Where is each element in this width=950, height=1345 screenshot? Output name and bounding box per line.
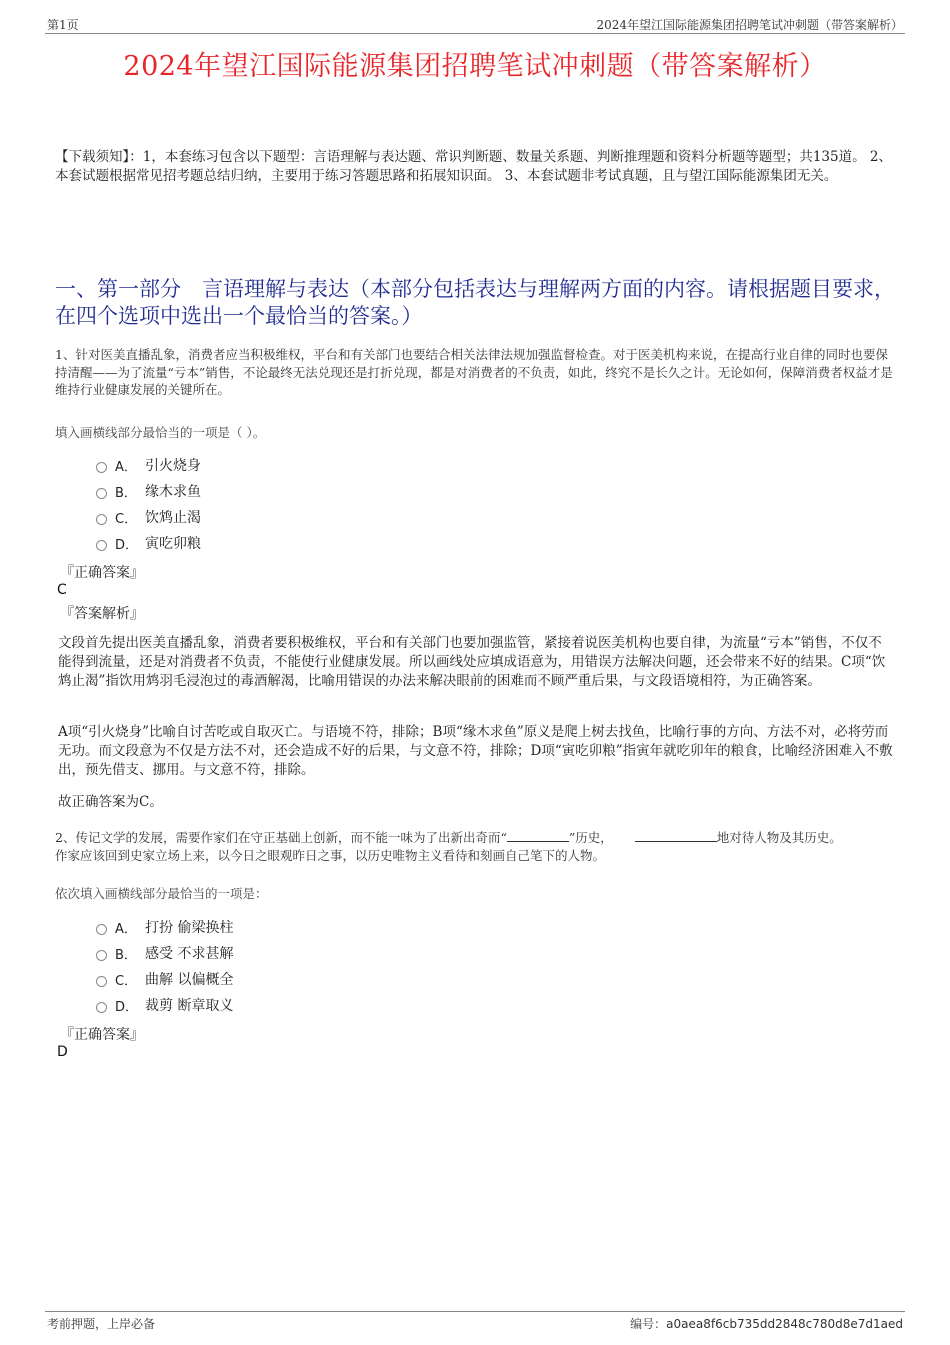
radio-icon[interactable] [96,1002,107,1013]
option-letter: D． [115,999,139,1015]
question-2-prompt: 依次填入画横线部分最恰当的一项是： [55,886,268,901]
question-1-option-d[interactable] [96,532,201,554]
question-2-answer: D [57,1044,68,1060]
radio-icon[interactable] [96,540,107,551]
question-1-analysis-paragraph-2: A项“引火烧身”比喻自讨苦吃或自取灭亡。与语境不符，排除；B项“缘木求鱼”原义是爬上树去找鱼，比喻行事的方向、方法不对，必将劳而无功。而文段意为不仅是方法不对，还会造成不好的后果，与文意不符，排除；D项“寅吃卯粮”指寅年就吃卯年的粮食，比喻经济困难入不敷出，预先借支、挪用。与文意不符，排除。 [58,724,893,778]
option-text: 裁剪 断章取义 [145,998,234,1014]
question-2-option-c[interactable] [96,968,233,990]
option-letter: B． [115,947,137,963]
option-letter: B． [115,485,137,501]
header-doc-title: 2024年望江国际能源集团招聘笔试冲刺题（带答案解析） [596,18,903,32]
question-2-stem-part-3: 地对待人物及其历史。 [716,830,842,845]
question-1-stem: 1、针对医美直播乱象，消费者应当积极维权，平台和有关部门也要结合相关法律法规加强监督检查。对于医美机构来说，在提高行业自律的同时也要保持清醒——为了流量“亏本”销售，不论最终无法兑现还是打折兑现，都是对消费者的不负责，如此，终究不是长久之计。无论如何，保障消费者权益才是维持行业健康发展的关键所在。 [55,347,893,397]
radio-icon[interactable] [96,514,107,525]
question-1-option-b[interactable] [96,480,201,502]
option-text: 引火烧身 [145,458,201,474]
fill-blank-2 [635,829,717,842]
radio-icon[interactable] [96,488,107,499]
radio-icon[interactable] [96,924,107,935]
question-2-option-d[interactable] [96,994,233,1016]
question-1-answer-label: 『正确答案』 [60,565,144,581]
option-text: 打扮 偷梁换柱 [145,920,234,936]
question-2-stem-part-1: 2、传记文学的发展，需要作家们在守正基础上创新，而不能一味为了出新出奇而“ [55,830,507,845]
header-divider [45,33,905,34]
radio-icon[interactable] [96,976,107,987]
page-title: 2024年望江国际能源集团招聘笔试冲刺题（带答案解析） [123,51,827,82]
question-2-answer-label: 『正确答案』 [60,1027,144,1043]
fill-blank-1 [507,829,569,842]
option-text: 饮鸩止渴 [145,510,201,526]
question-1-analysis-label: 『答案解析』 [60,606,144,622]
footer-code-label: 编号： [630,1317,667,1331]
question-1-analysis-paragraph-1: 文段首先提出医美直播乱象，消费者要积极维权，平台和有关部门也要加强监管，紧接着说医美机构也要自律，为流量“亏本”销售，不仅不能得到流量，还是对消费者不负责，不能使行业健康发展。所以画线处应填成语意为，用错误方法解决问题，还会带来不好的结果。C项“饮鸩止渴”指饮用鸩羽毛浸泡过的毒酒解渴，比喻用错误的办法来解决眼前的困难而不顾严重后果，与文段语境相符，为正确答案。 [58,635,886,689]
download-notice: 【下载须知】：1，本套练习包含以下题型：言语理解与表达题、常识判断题、数量关系题、判断推理题和资料分析题等题型；共135道。 2、本套试题根据常见招考题总结归纳，主要用于练习答题思路和拓展知识面。 3、本套试题非考试真题，且与望江国际能源集团无关。 [55,149,892,184]
option-text: 感受 不求甚解 [145,946,234,962]
question-1-prompt: 填入画横线部分最恰当的一项是（ ）。 [55,425,266,440]
option-letter: C． [115,511,138,527]
option-text: 曲解 以偏概全 [145,972,234,988]
footer-divider [45,1311,905,1312]
page-number: 第1页 [47,18,79,32]
option-letter: A． [115,921,137,937]
option-letter: D． [115,537,139,553]
question-1-answer: C [57,582,67,598]
radio-icon[interactable] [96,950,107,961]
section-heading: 一、第一部分 言语理解与表达（本部分包括表达与理解两方面的内容。请根据题目要求，在四个选项中选出一个最恰当的答案。） [55,277,895,328]
question-2-stem-part-2: ”历史， [568,830,613,845]
question-2-option-b[interactable] [96,942,233,964]
option-text: 缘木求鱼 [145,484,201,500]
question-1-option-a[interactable] [96,454,201,476]
question-2-option-a[interactable] [96,916,233,938]
question-1-option-c[interactable] [96,506,201,528]
option-letter: A． [115,459,137,475]
radio-icon[interactable] [96,462,107,473]
footer-code-value: a0aea8f6cb735dd2848c780d8e7d1aed [666,1317,903,1331]
question-2-stem [55,829,900,864]
footer-code [630,1315,903,1332]
option-letter: C． [115,973,138,989]
question-1-analysis-paragraph-3: 故正确答案为C。 [58,794,163,810]
question-2-stem-line-2: 作家应该回到史家立场上来，以今日之眼观昨日之事，以历史唯物主义看待和刻画自己笔下的人物。 [55,847,606,863]
footer-slogan: 考前押题，上岸必备 [47,1317,156,1331]
option-text: 寅吃卯粮 [145,536,201,552]
